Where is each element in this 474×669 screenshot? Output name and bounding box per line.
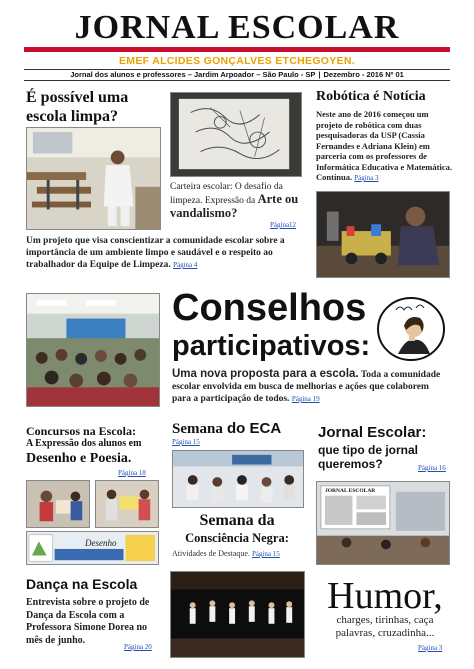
masthead-subline: Jornal dos alunos e professores – Jardim Arpoador – São Paulo - SP | Dezembro - 2016 Nº 01 <box>24 69 450 81</box>
humor-text: charges, tirinhas, caça palavras, cruzadinha... <box>335 614 435 639</box>
consciencia-sub-label: Atividades de Destaque. <box>172 549 250 558</box>
robotics-text <box>316 109 452 184</box>
danca-text: Entrevista sobre o projeto de Dança da Escola com a Professora Simone Dorea no mês de junho. <box>26 597 150 646</box>
assembly-photo <box>26 293 160 407</box>
jornal-subheadline: que tipo de jornal queremos? <box>318 443 419 471</box>
eca-headline-post: do ECA <box>227 420 282 437</box>
eca-headline-pre: Semana <box>172 421 223 437</box>
clean-school-page-link[interactable]: Página 4 <box>173 261 198 269</box>
dance-stage-photo <box>170 571 305 658</box>
subline-date: Dezembro - 2016 <box>323 70 384 79</box>
school-name: EMEF ALCIDES GONÇALVES ETCHEGOYEN. <box>119 55 355 67</box>
desk-page-link[interactable]: Página12 <box>270 221 297 229</box>
conselhos-headline-line1: Conselhos <box>172 287 367 329</box>
consciencia-page-link[interactable]: Página 15 <box>251 550 280 558</box>
clean-school-text <box>26 235 308 271</box>
clean-school-headline: É possível uma escola limpa? <box>26 89 129 125</box>
thinking-woman-illustration <box>376 296 446 362</box>
desk-caption-lead: Carteira escolar: O desafio da limpeza. Expressão da <box>170 182 283 206</box>
consciencia-subtext <box>172 549 304 558</box>
eca-week-photo <box>172 450 304 508</box>
masthead-red-rule <box>24 47 450 52</box>
robotics-photo <box>316 191 450 278</box>
conselhos-body: Toda a comunidade escolar envolvida em busca de melhorias e ações que colaborem para a participação de todos. <box>172 370 441 404</box>
subline-publisher: Jornal dos alunos e professores – Jardim Arpoador – São Paulo - SP <box>70 70 316 79</box>
robotics-page-link[interactable]: Página 3 <box>354 174 379 182</box>
conselhos-page-link[interactable]: Página 19 <box>291 395 320 403</box>
consciencia-headline-line2: Consciência Negra: <box>185 531 289 545</box>
conselhos-headline-line2: participativos: <box>172 330 371 362</box>
danca-headline: Dança na Escola <box>26 576 138 592</box>
conselhos-lead: Uma nova proposta para a escola. <box>172 368 359 380</box>
eca-headline <box>172 420 281 438</box>
concursos-subheadline: A Expressão dos alunos em <box>26 438 142 449</box>
concursos-subheadline-big: Desenho e Poesia. <box>26 451 132 466</box>
clean-school-body: Um projeto que visa conscientizar a comunidade escolar sobre a importância de um ambiente limpo e saudável e o respeito ao trabalhador da Equipe de Limpeza. <box>26 236 285 270</box>
desk-caption <box>170 181 302 221</box>
robotics-headline: Robótica é Notícia <box>316 89 426 104</box>
newspaper-thumb-title: JORNAL ESCOLAR <box>325 488 376 494</box>
danca-page-link[interactable]: Página 20 <box>124 643 152 651</box>
classroom-cleaning-photo <box>26 127 161 230</box>
humor-page-link[interactable]: Página 3 <box>418 644 443 652</box>
newspaper-title: JORNAL ESCOLAR <box>74 9 400 46</box>
consciencia-headline-line1: Semana da <box>199 512 275 529</box>
jornal-page-link[interactable]: Página 16 <box>418 464 446 472</box>
concursos-headline: Concursos na Escola: <box>26 424 137 438</box>
contest-photo-1 <box>26 480 90 528</box>
desk-caption-headline: Arte ou vandalismo? <box>170 192 299 220</box>
eca-page-link[interactable]: Página 15 <box>172 438 200 446</box>
concursos-page-link[interactable]: Página 18 <box>118 469 146 477</box>
robotics-continua: Continua. <box>316 172 353 182</box>
contest-photo-2 <box>95 480 159 528</box>
jornal-headline: Jornal Escolar: <box>318 424 427 441</box>
drawing-banner-label: Desenho <box>85 538 117 548</box>
conselhos-text <box>172 368 448 405</box>
scribbled-desk-photo <box>170 92 302 177</box>
computer-lab-photo <box>316 481 450 565</box>
subline-issue: Nº 01 <box>385 70 404 79</box>
robotics-body: Neste ano de 2016 começou um projeto de robótica com duas pesquisadoras da USP (Cassia Fernandes e Adriana Klein) em parceria com os professores de Informática Educativa e Matemática. <box>316 109 452 172</box>
humor-headline: Humor, <box>327 575 443 617</box>
drawing-contest-banner <box>26 531 159 565</box>
